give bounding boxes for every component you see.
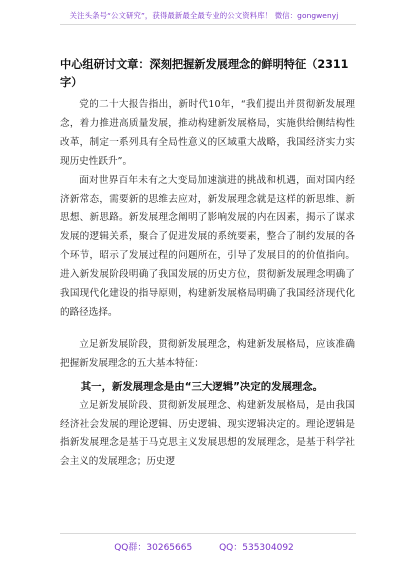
paragraph-3: 立足新发展阶段，贯彻新发展理念，构建新发展格局，应该准确把握新发展理念的五大基本特征： — [60, 338, 355, 369]
footer-contacts — [0, 540, 408, 553]
qq-number: QQ：535304092 — [219, 543, 294, 553]
qq-group: QQ群：30265665 — [114, 543, 193, 553]
footer-divider — [60, 533, 356, 534]
header-divider — [60, 24, 356, 25]
document-title: 中心组研讨文章：深刻把握新发展理念的鲜明特征（2311字） — [60, 58, 349, 89]
document-body — [60, 96, 355, 472]
paragraph-2: 面对世界百年未有之大变局加速演进的挑战和机遇，面对国内经济新常态，需要新的思维去应对，新发展理念就是这样的新思维、新思想、新思路。新发展理念阐明了影响发展的内在因素，揭示了谋求发展的逻辑关系，聚合了促进发展的系统要素，整合了制约发展的各个环节，昭示了发展过程的问题所在，引导了发展目的的价值指向。进入新发展阶段明确了我国发展的历史方位，贯彻新发展理念明确了我国现代化建设的指导原则，构建新发展格局明确了我国经济现代化的路径选择。 — [60, 174, 355, 318]
section-heading: 其一，新发展理念是由“三大逻辑”决定的发展理念。 — [80, 380, 324, 393]
paragraph-1: 党的二十大报告指出，新时代10年，“我们提出并贯彻新发展理念，着力推进高质量发展，推动构建新发展格局，实施供给侧结构性改革，制定一系列具有全局性意义的区域重大战略，我国经济实力实现历史性跃升”。 — [60, 99, 355, 167]
header-banner: 关注头条号“公文研究”，获得最新最全最专业的公文资料库！ 微信：gongwenyj — [69, 11, 339, 20]
section-paragraph: 立足新发展阶段、贯彻新发展理念、构建新发展格局，是由我国经济社会发展的理论逻辑、历史逻辑、现实逻辑决定的。理论逻辑是指新发展理念是基于马克思主义发展思想的发展理念，是基于科学社会主义的发展理念；历史逻 — [60, 399, 355, 468]
